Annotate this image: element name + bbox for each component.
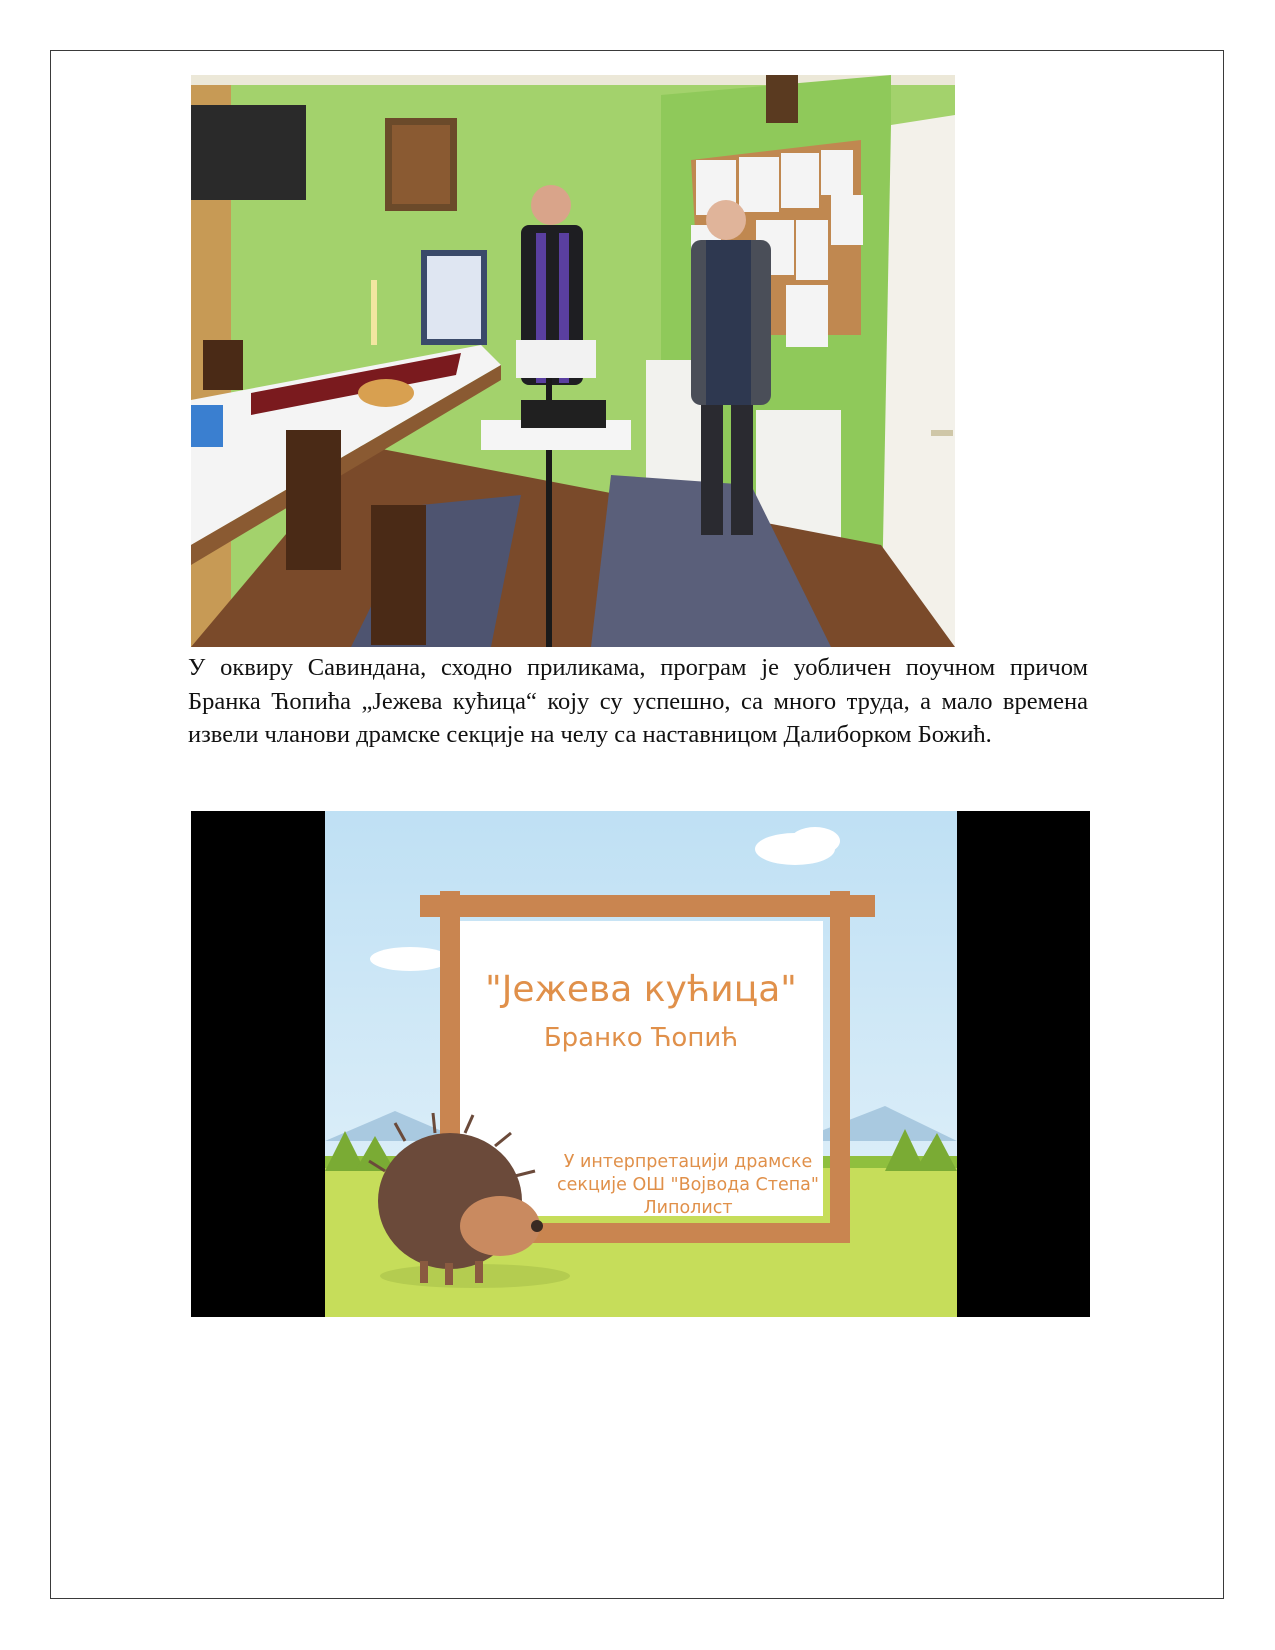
body-paragraph: У оквиру Савиндана, сходно приликама, програм је уобличен поучном причом Бранка Ћопића „Јежева кућица“ коју су успешно, са много труда, а мало времена извели чланови драмске секције на челу са наставницом Далиборком Божић. xyxy=(188,654,1088,748)
slide-canvas xyxy=(325,811,957,1317)
video-slide xyxy=(191,811,1090,1317)
slide-author: Бранко Ћопић xyxy=(543,1023,739,1053)
slide-credit: У интерпретацији драмске секције ОШ "Војвода Степа" Липолист xyxy=(557,1152,819,1218)
slide-title: "Јежева кућица" xyxy=(485,969,797,1010)
classroom-photo xyxy=(191,75,955,647)
